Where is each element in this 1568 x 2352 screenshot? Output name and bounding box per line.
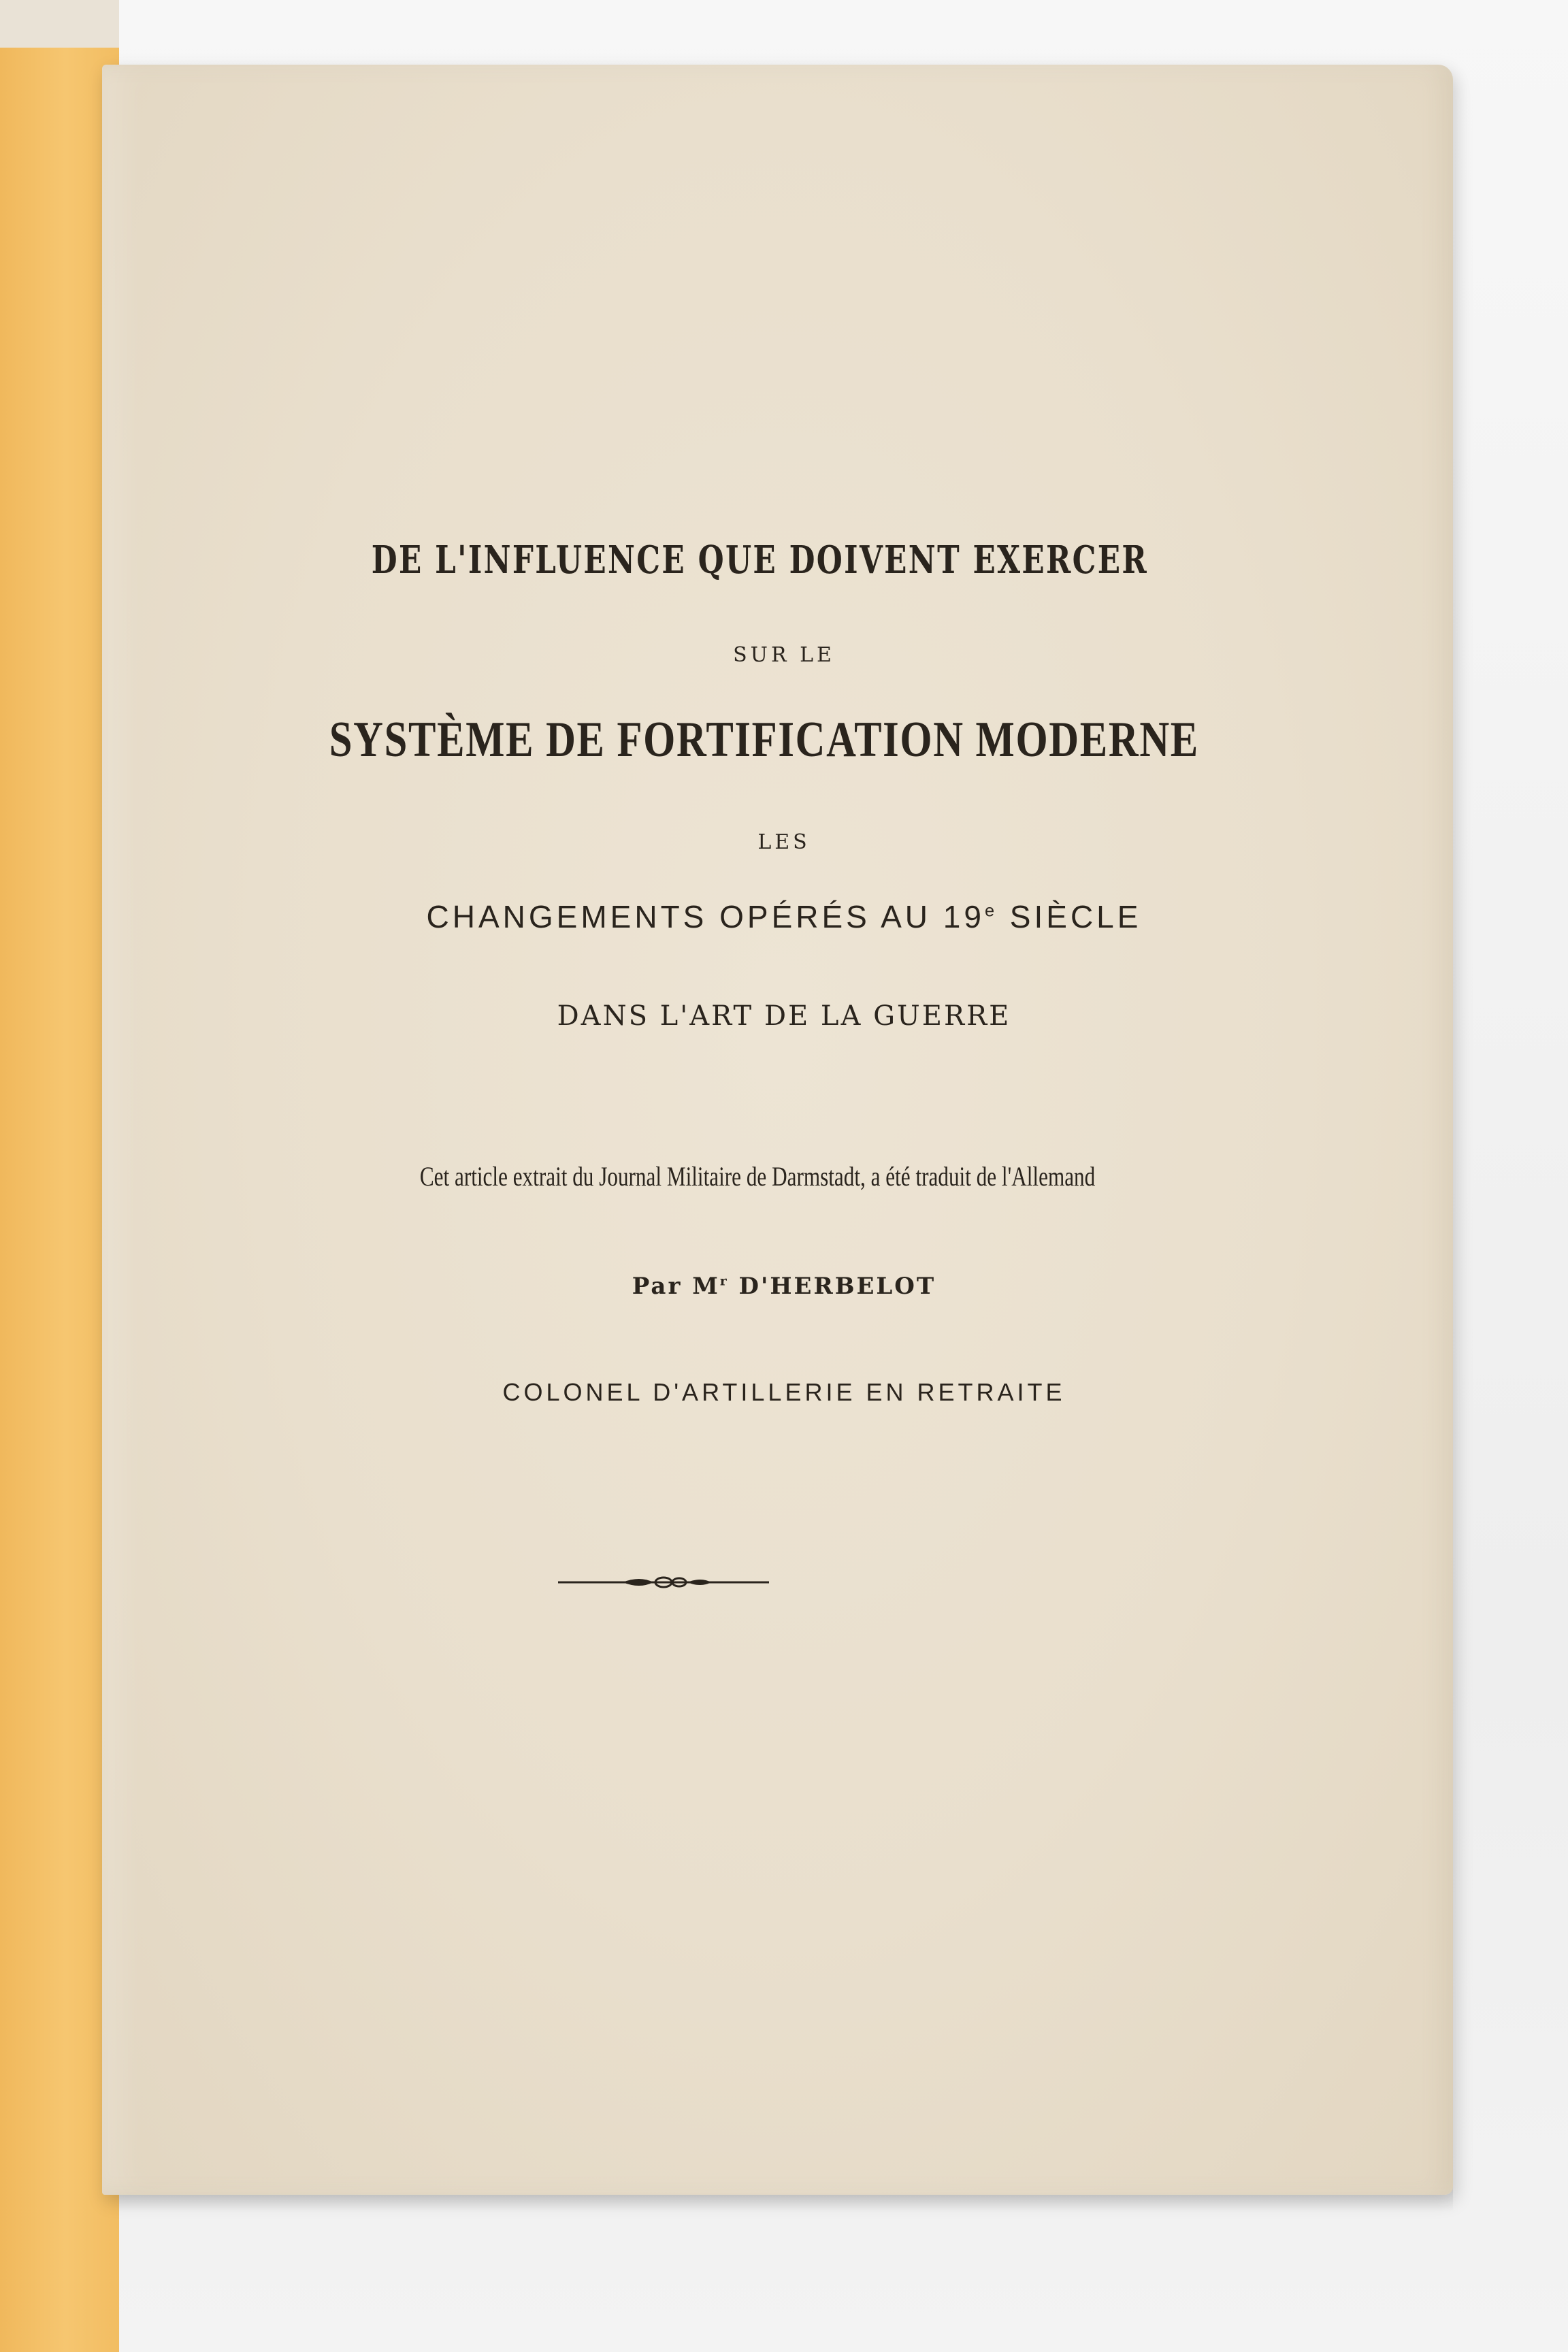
author-prefix: Par M	[632, 1273, 720, 1300]
heading-line-5-end: SIÈCLE	[998, 899, 1142, 934]
author-title: COLONEL D'ARTILLERIE EN RETRAITE	[502, 1378, 1066, 1406]
heading-line-1: DE L'INFLUENCE QUE DOIVENT EXERCER	[371, 538, 1148, 583]
heading-line-2: SUR LE	[733, 643, 835, 667]
author-prefix-superscript: r	[719, 1273, 729, 1289]
ornament-divider-icon	[558, 1572, 769, 1592]
translation-note: Cet article extrait du Journal Militaire de Darmstadt, a été traduit de l'Allemand	[419, 1161, 1096, 1192]
heading-line-4: LES	[757, 830, 811, 854]
author-line	[0, 1273, 1568, 1300]
heading-line-5-superscript: e	[984, 901, 998, 921]
document-title: SYSTÈME DE FORTIFICATION MODERNE	[329, 712, 1199, 768]
heading-line-6: DANS L'ART DE LA GUERRE	[557, 1000, 1011, 1032]
author-name: D'HERBELOT	[728, 1273, 936, 1300]
heading-line-5	[0, 898, 1568, 935]
cover-top-gap	[0, 0, 119, 48]
book-cover-edge	[0, 0, 119, 2352]
title-page	[102, 65, 1453, 2195]
heading-line-5-main: CHANGEMENTS OPÉRÉS AU 19	[426, 899, 985, 934]
